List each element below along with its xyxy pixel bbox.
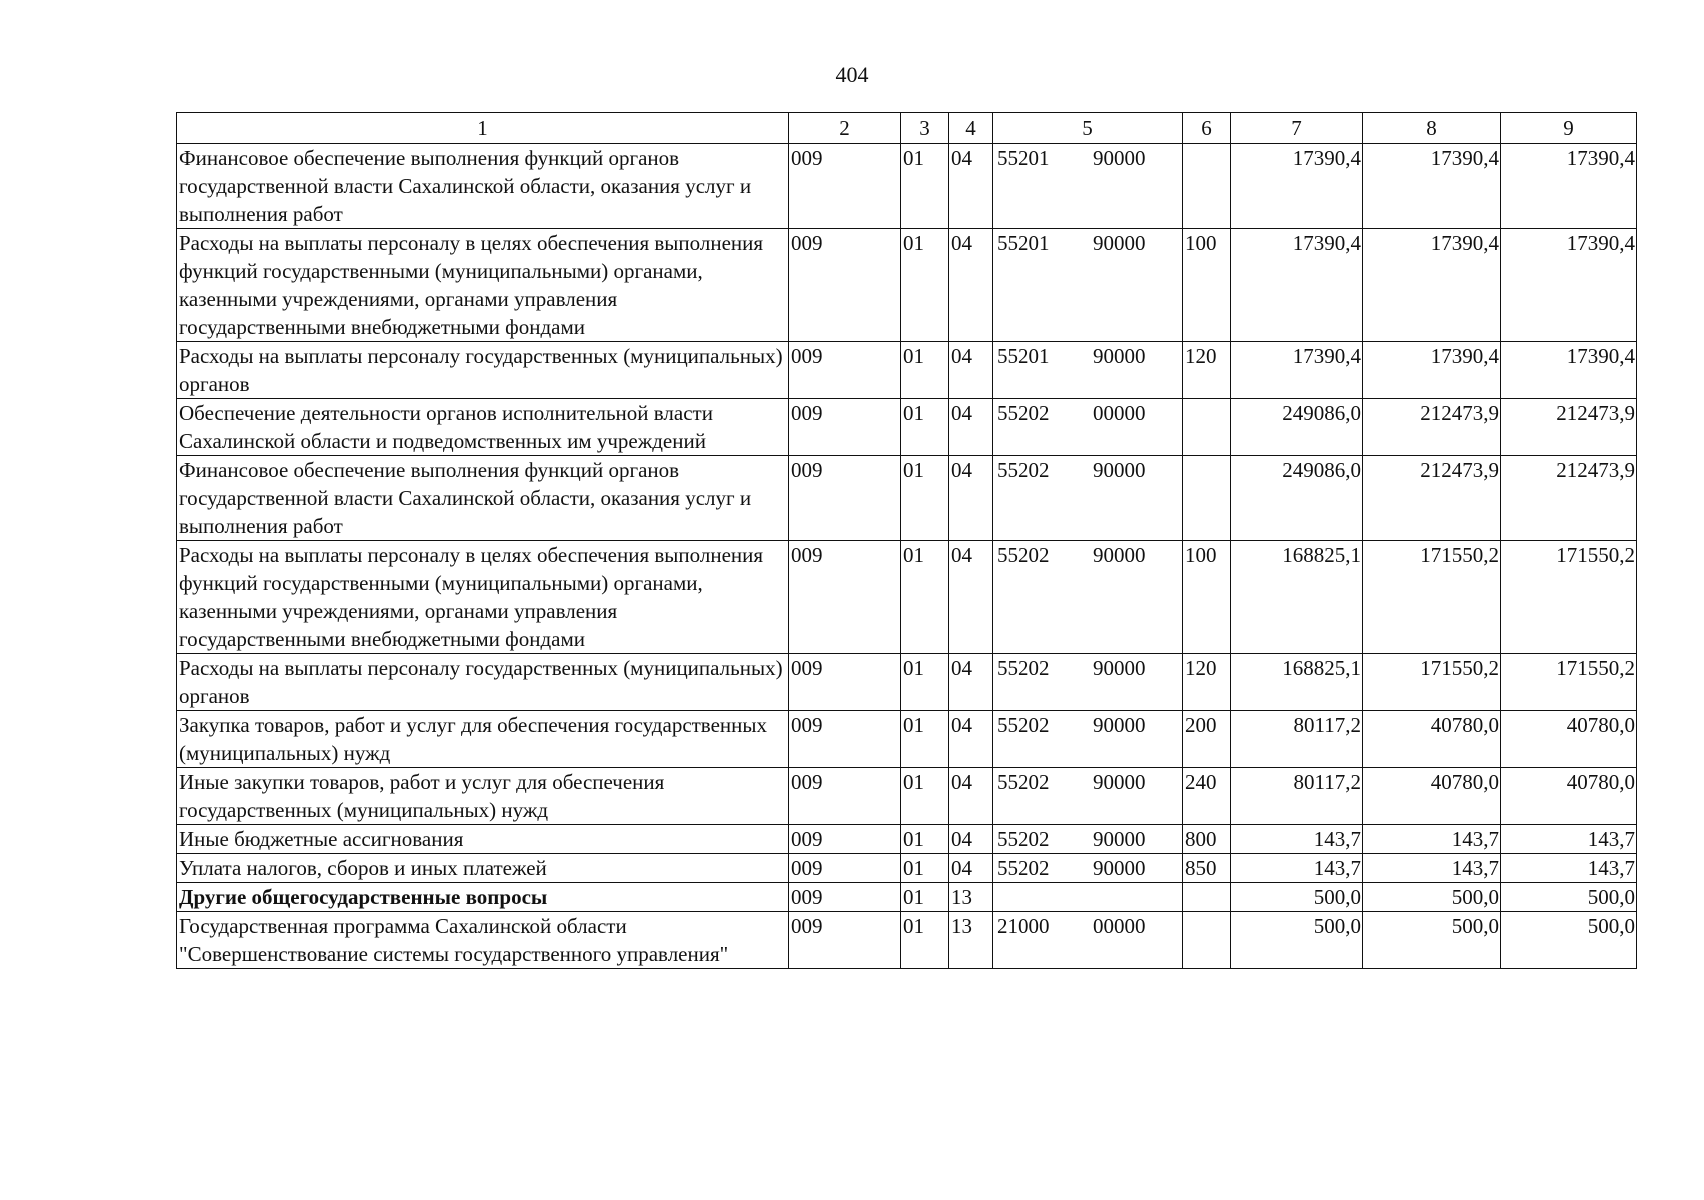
target-article-part-2: 90000 [1093,770,1146,794]
amount-col7-cell: 80117,2 [1231,768,1363,825]
target-article-part-1: 55201 [997,146,1050,170]
amount-col8-cell: 17390,4 [1363,342,1501,399]
column-header: 9 [1501,113,1637,144]
amount-col7-cell: 249086,0 [1231,399,1363,456]
amount-col7-cell: 17390,4 [1231,229,1363,342]
table-row [177,825,1637,854]
target-article-cell [993,541,1183,654]
table-row [177,144,1637,229]
row-name-cell: Обеспечение деятельности органов исполнительной власти Сахалинской области и подведомственных им учреждений [177,399,789,456]
amount-col8-cell: 500,0 [1363,912,1501,969]
ministry-code-cell: 009 [789,144,901,229]
expense-type-cell: 800 [1183,825,1231,854]
amount-col8-cell: 212473,9 [1363,399,1501,456]
section-code-cell: 01 [901,825,949,854]
section-code-cell: 01 [901,883,949,912]
amount-col9-cell: 143,7 [1501,825,1637,854]
amount-col8-cell: 171550,2 [1363,654,1501,711]
expense-type-cell [1183,883,1231,912]
subsection-code-cell: 04 [949,825,993,854]
amount-col9-cell: 500,0 [1501,912,1637,969]
amount-col7-cell: 500,0 [1231,883,1363,912]
table-row [177,912,1637,969]
column-header: 1 [177,113,789,144]
expense-type-cell [1183,144,1231,229]
section-code-cell: 01 [901,541,949,654]
ministry-code-cell: 009 [789,541,901,654]
amount-col8-cell: 40780,0 [1363,711,1501,768]
amount-col8-cell: 171550,2 [1363,541,1501,654]
column-header: 7 [1231,113,1363,144]
row-name-cell: Расходы на выплаты персоналу государственных (муниципальных) органов [177,342,789,399]
subsection-code-cell: 13 [949,883,993,912]
subsection-code-cell: 04 [949,768,993,825]
ministry-code-cell: 009 [789,883,901,912]
table-body [177,144,1637,969]
row-name-cell: Иные бюджетные ассигнования [177,825,789,854]
section-code-cell: 01 [901,768,949,825]
target-article-part-2: 90000 [1093,458,1146,482]
expense-type-cell: 120 [1183,342,1231,399]
row-name-cell: Закупка товаров, работ и услуг для обеспечения государственных (муниципальных) нужд [177,711,789,768]
target-article-part-2: 90000 [1093,543,1146,567]
subsection-code-cell: 13 [949,912,993,969]
amount-col7-cell: 80117,2 [1231,711,1363,768]
target-article-part-2: 90000 [1093,656,1146,680]
ministry-code-cell: 009 [789,854,901,883]
ministry-code-cell: 009 [789,654,901,711]
subsection-code-cell: 04 [949,711,993,768]
expense-type-cell: 200 [1183,711,1231,768]
row-name-cell: Расходы на выплаты персоналу государственных (муниципальных) органов [177,654,789,711]
ministry-code-cell: 009 [789,456,901,541]
column-header: 6 [1183,113,1231,144]
target-article-part-1: 55202 [997,656,1050,680]
target-article-cell [993,825,1183,854]
target-article-part-2: 90000 [1093,344,1146,368]
section-code-cell: 01 [901,854,949,883]
ministry-code-cell: 009 [789,768,901,825]
expense-type-cell: 100 [1183,541,1231,654]
row-name-cell: Расходы на выплаты персоналу в целях обеспечения выполнения функций государственными (муниципальными) органами, казенными учреждениями, органами управления государственными внебюджетными фондами [177,541,789,654]
target-article-part-1: 55202 [997,713,1050,737]
target-article-cell [993,342,1183,399]
row-name-cell: Расходы на выплаты персоналу в целях обеспечения выполнения функций государственными (муниципальными) органами, казенными учреждениями, органами управления государственными внебюджетными фондами [177,229,789,342]
section-code-cell: 01 [901,711,949,768]
amount-col9-cell: 40780,0 [1501,711,1637,768]
target-article-cell [993,854,1183,883]
column-header: 5 [993,113,1183,144]
ministry-code-cell: 009 [789,399,901,456]
section-code-cell: 01 [901,229,949,342]
section-code-cell: 01 [901,399,949,456]
target-article-part-2: 90000 [1093,713,1146,737]
table-row [177,654,1637,711]
target-article-part-2: 90000 [1093,146,1146,170]
amount-col8-cell: 40780,0 [1363,768,1501,825]
row-name-cell: Уплата налогов, сборов и иных платежей [177,854,789,883]
amount-col9-cell: 17390,4 [1501,229,1637,342]
subsection-code-cell: 04 [949,541,993,654]
amount-col7-cell: 17390,4 [1231,342,1363,399]
amount-col7-cell: 143,7 [1231,854,1363,883]
target-article-part-1: 21000 [997,914,1050,938]
subsection-code-cell: 04 [949,854,993,883]
amount-col9-cell: 143,7 [1501,854,1637,883]
ministry-code-cell: 009 [789,342,901,399]
expense-type-cell: 850 [1183,854,1231,883]
row-name-cell: Иные закупки товаров, работ и услуг для обеспечения государственных (муниципальных) нужд [177,768,789,825]
section-code-cell: 01 [901,654,949,711]
target-article-part-2: 90000 [1093,231,1146,255]
target-article-part-2: 90000 [1093,827,1146,851]
row-name-cell: Государственная программа Сахалинской области "Совершенствование системы государственного управления" [177,912,789,969]
amount-col9-cell: 171550,2 [1501,541,1637,654]
ministry-code-cell: 009 [789,912,901,969]
amount-col9-cell: 40780,0 [1501,768,1637,825]
expense-type-cell: 100 [1183,229,1231,342]
subsection-code-cell: 04 [949,144,993,229]
subsection-code-cell: 04 [949,229,993,342]
column-header: 2 [789,113,901,144]
table-row [177,541,1637,654]
table-row [177,399,1637,456]
table-row [177,456,1637,541]
section-code-cell: 01 [901,144,949,229]
amount-col9-cell: 212473,9 [1501,456,1637,541]
column-header: 3 [901,113,949,144]
table-row [177,229,1637,342]
amount-col8-cell: 500,0 [1363,883,1501,912]
expense-type-cell [1183,912,1231,969]
row-name-cell: Финансовое обеспечение выполнения функций органов государственной власти Сахалинской области, оказания услуг и выполнения работ [177,144,789,229]
amount-col7-cell: 500,0 [1231,912,1363,969]
amount-col7-cell: 17390,4 [1231,144,1363,229]
budget-table [176,112,1637,969]
target-article-part-1: 55201 [997,344,1050,368]
amount-col8-cell: 17390,4 [1363,229,1501,342]
target-article-cell [993,229,1183,342]
expense-type-cell: 240 [1183,768,1231,825]
target-article-part-1: 55202 [997,543,1050,567]
target-article-part-1: 55202 [997,458,1050,482]
amount-col8-cell: 143,7 [1363,825,1501,854]
expense-type-cell: 120 [1183,654,1231,711]
target-article-part-1: 55202 [997,770,1050,794]
header-row [177,113,1637,144]
target-article-cell [993,399,1183,456]
amount-col7-cell: 168825,1 [1231,541,1363,654]
amount-col7-cell: 143,7 [1231,825,1363,854]
subsection-code-cell: 04 [949,342,993,399]
page-number: 404 [835,62,869,87]
table-row [177,854,1637,883]
expense-type-cell [1183,399,1231,456]
target-article-cell [993,654,1183,711]
target-article-cell [993,144,1183,229]
target-article-part-1: 55202 [997,856,1050,880]
table-row [177,768,1637,825]
section-code-cell: 01 [901,456,949,541]
target-article-part-2: 00000 [1093,914,1146,938]
amount-col8-cell: 143,7 [1363,854,1501,883]
target-article-cell [993,768,1183,825]
table-row [177,711,1637,768]
table-row [177,342,1637,399]
amount-col8-cell: 212473,9 [1363,456,1501,541]
amount-col7-cell: 249086,0 [1231,456,1363,541]
row-name-cell: Финансовое обеспечение выполнения функций органов государственной власти Сахалинской области, оказания услуг и выполнения работ [177,456,789,541]
table-row [177,883,1637,912]
amount-col7-cell: 168825,1 [1231,654,1363,711]
amount-col9-cell: 171550,2 [1501,654,1637,711]
amount-col9-cell: 500,0 [1501,883,1637,912]
target-article-cell [993,912,1183,969]
amount-col8-cell: 17390,4 [1363,144,1501,229]
amount-col9-cell: 17390,4 [1501,342,1637,399]
column-header: 4 [949,113,993,144]
target-article-cell [993,883,1183,912]
subsection-code-cell: 04 [949,399,993,456]
amount-col9-cell: 212473,9 [1501,399,1637,456]
subsection-code-cell: 04 [949,456,993,541]
target-article-part-2: 90000 [1093,856,1146,880]
amount-col9-cell: 17390,4 [1501,144,1637,229]
section-code-cell: 01 [901,912,949,969]
target-article-part-1: 55202 [997,827,1050,851]
ministry-code-cell: 009 [789,229,901,342]
column-header: 8 [1363,113,1501,144]
target-article-part-1: 55202 [997,401,1050,425]
ministry-code-cell: 009 [789,711,901,768]
target-article-part-1: 55201 [997,231,1050,255]
target-article-cell [993,711,1183,768]
target-article-cell [993,456,1183,541]
row-name-cell: Другие общегосударственные вопросы [177,883,789,912]
expense-type-cell [1183,456,1231,541]
subsection-code-cell: 04 [949,654,993,711]
ministry-code-cell: 009 [789,825,901,854]
target-article-part-2: 00000 [1093,401,1146,425]
section-code-cell: 01 [901,342,949,399]
